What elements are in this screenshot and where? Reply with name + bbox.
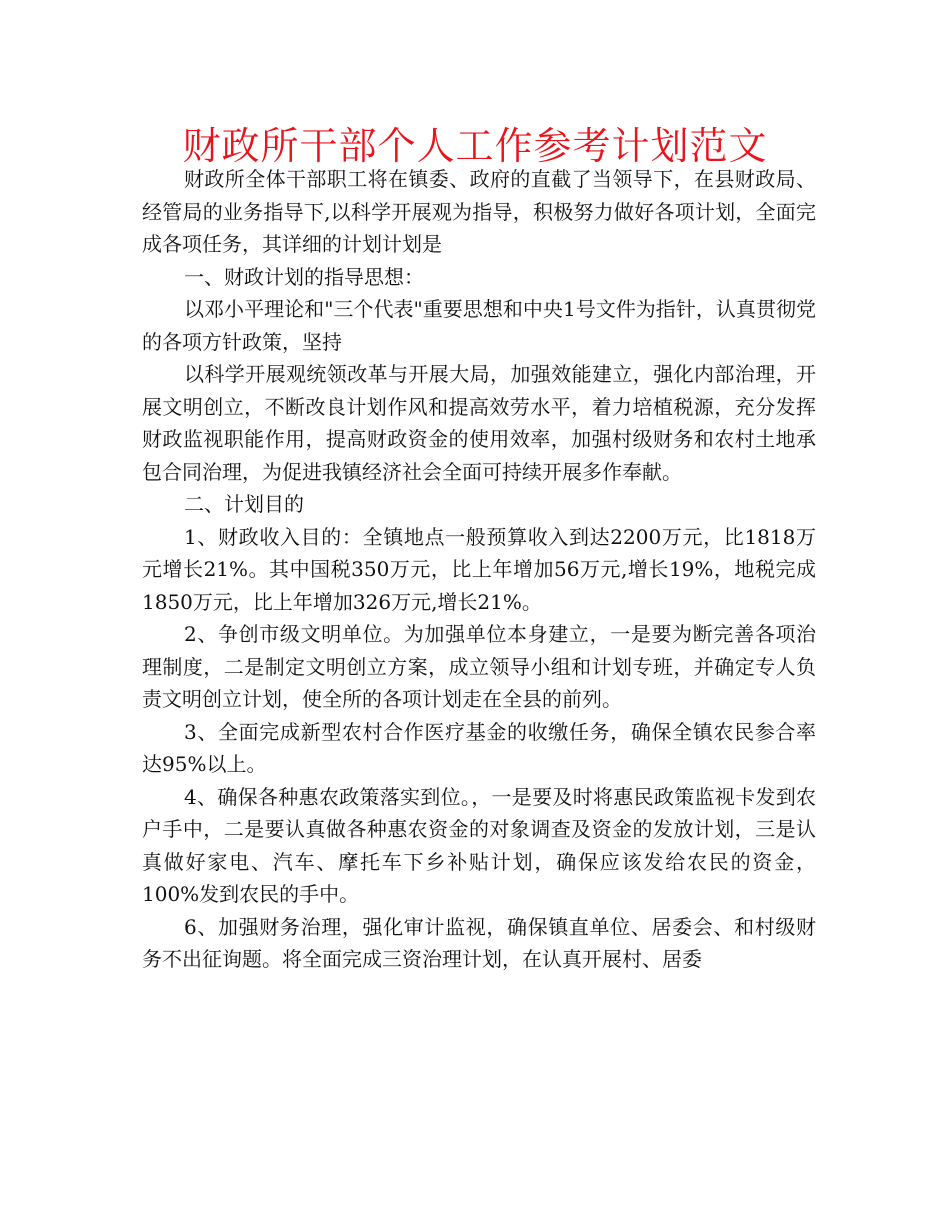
paragraph-scientific-development: 以科学开展观统领改革与开展大局，加强效能建立，强化内部治理，开展文明创立，不断改良计划作风和提高效劳水平，着力培植税源，充分发挥财政监视职能作用，提高财政资金的使用效率，加强村级财务和农村土地承包合同治理，为促进我镇经济社会全面可持续开展多作奉献。 — [142, 362, 816, 484]
paragraph-guiding-principle: 以邓小平理论和"三个代表"重要思想和中央1号文件为指针，认真贯彻党的各项方针政策，坚持 — [142, 297, 816, 354]
paragraph-goal-civilized-unit: 2、争创市级文明单位。为加强单位本身建立，一是要为断完善各项治理制度，二是制定文明创立方案，成立领导小组和计划专班，并确定专人负责文明创立计划，使全所的各项计划走在全县的前列。 — [142, 622, 816, 711]
section-heading-plan-goals: 二、计划目的 — [184, 492, 304, 516]
paragraph-goal-medical-fund: 3、全面完成新型农村合作医疗基金的收缴任务，确保全镇农民参合率达95%以上。 — [142, 719, 816, 776]
document-body — [142, 163, 816, 976]
section-heading-guiding-thought: 一、财政计划的指导思想： — [184, 264, 424, 289]
paragraph-goal-farm-policies: 4、确保各种惠农政策落实到位。，一是要及时将惠民政策监视卡发到农户手中，二是要认真做各种惠农资金的对象调查及资金的发放计划，三是认真做好家电、汽车、摩托车下乡补贴计划，确保应该发给农民的资金，100%发到农民的手中。 — [142, 784, 816, 906]
document-title: 财政所干部个人工作参考计划范文 — [182, 124, 768, 168]
paragraph-intro: 财政所全体干部职工将在镇委、政府的直截了当领导下，在县财政局、经管局的业务指导下,以科学开展观为指导，积极努力做好各项计划，全面完成各项任务，其详细的计划计划是 — [142, 167, 816, 256]
paragraph-goal-revenue: 1、财政收入目的：全镇地点一般预算收入到达2200万元，比1818万元增长21%。其中国税350万元，比上年增加56万元,增长19%，地税完成1850万元，比上年增加326万元,增长21%。 — [142, 524, 816, 614]
paragraph-goal-financial-management: 6、加强财务治理，强化审计监视，确保镇直单位、居委会、和村级财务不出征询题。将全面完成三资治理计划，在认真开展村、居委 — [142, 914, 816, 971]
